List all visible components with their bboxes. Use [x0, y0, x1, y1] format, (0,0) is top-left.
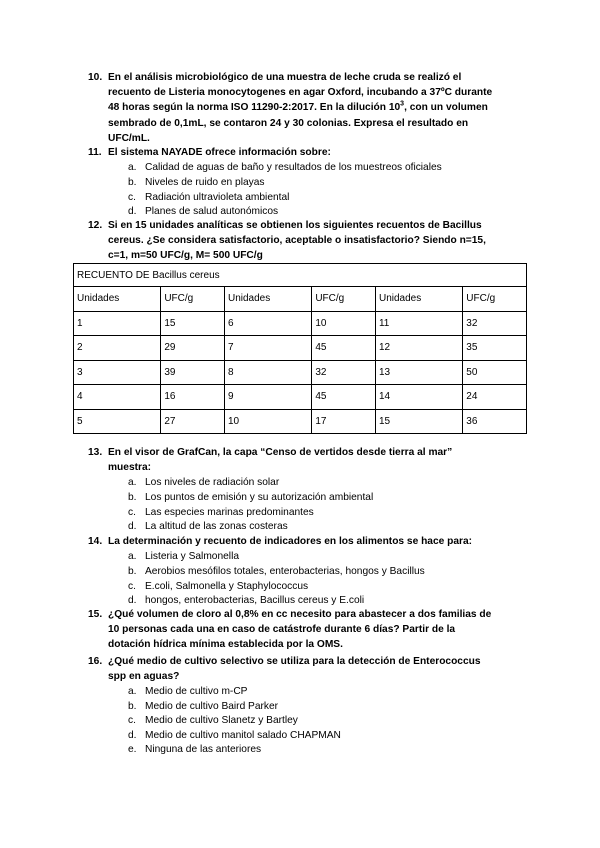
option-letter: d. [128, 521, 137, 532]
option-letter: b. [128, 566, 137, 577]
option-letter: b. [128, 492, 137, 503]
superscript-exponent: 3 [400, 101, 405, 109]
table-cell: 36 [463, 409, 527, 434]
option-text: Medio de cultivo Baird Parker [145, 701, 279, 712]
question-text [108, 218, 526, 264]
table-title-row [74, 264, 527, 287]
question-line: En el visor de GrafCan, la capa “Censo de vertidos desde tierra al mar” [108, 447, 453, 458]
option-text: Planes de salud autonómicos [145, 206, 279, 217]
question-text [108, 445, 526, 475]
table-cell: 10 [224, 409, 311, 434]
table-cell: 1 [74, 311, 161, 336]
column-header: UFC/g [312, 287, 376, 312]
question-line: muestra: [108, 462, 152, 474]
question-number: 13. [88, 447, 103, 458]
option-item [128, 713, 298, 728]
column-header: Unidades [74, 287, 161, 312]
option-item [128, 549, 239, 564]
option-item [128, 190, 289, 205]
table-cell: 4 [74, 385, 161, 410]
bacillus-count-table [73, 263, 527, 434]
question-line: 10 personas cada una en caso de catástrofe durante 6 días? Partir de la [108, 624, 456, 636]
option-item [128, 490, 373, 505]
option-item [128, 505, 314, 520]
option-item [128, 160, 442, 175]
option-text: Listeria y Salmonella [145, 551, 239, 562]
question-text [108, 607, 526, 653]
question-line: UFC/mL. [108, 132, 150, 144]
option-text: Los puntos de emisión y su autorización ambiental [145, 492, 374, 503]
column-header: Unidades [375, 287, 462, 312]
question-11 [88, 145, 526, 160]
question-line: 48 horas según la norma ISO 11290-2:2017. En la dilución 10 [108, 102, 401, 114]
option-letter: d. [128, 730, 137, 741]
question-number: 15. [88, 609, 103, 620]
option-letter: c. [128, 715, 136, 726]
question-line: Si en 15 unidades analíticas se obtienen los siguientes recuentos de Bacillus [108, 220, 482, 231]
option-item [128, 593, 364, 608]
option-letter: d. [128, 595, 137, 606]
option-item [128, 742, 261, 757]
option-letter: a. [128, 686, 137, 697]
option-item [128, 475, 279, 490]
question-14 [88, 534, 526, 549]
option-item [128, 699, 278, 714]
option-text: E.coli, Salmonella y Staphylococcus [145, 581, 309, 592]
option-letter: c. [128, 507, 136, 518]
question-number: 10. [88, 72, 103, 83]
table-cell: 32 [312, 360, 376, 385]
question-text: El sistema NAYADE ofrece información sobre: [108, 147, 331, 158]
option-text: Aerobios mesófilos totales, enterobacterias, hongos y Bacillus [145, 566, 425, 577]
table-cell: 50 [463, 360, 527, 385]
option-letter: c. [128, 192, 136, 203]
option-text: Medio de cultivo manitol salado CHAPMAN [145, 730, 341, 741]
column-header: UFC/g [463, 287, 527, 312]
table-cell: 8 [224, 360, 311, 385]
option-letter: a. [128, 162, 137, 173]
option-item [128, 684, 247, 699]
option-letter: b. [128, 177, 137, 188]
option-letter: e. [128, 744, 137, 755]
question-line: cereus. ¿Se considera satisfactorio, aceptable o insatisfactorio? Siendo n=15, [108, 235, 486, 247]
table-row [74, 311, 527, 336]
table-cell: 2 [74, 336, 161, 361]
table-cell: 27 [161, 409, 225, 434]
table-cell: 16 [161, 385, 225, 410]
table-cell: 11 [375, 311, 462, 336]
option-letter: a. [128, 551, 137, 562]
option-item [128, 564, 425, 579]
table-header-row [74, 287, 527, 312]
table-cell: 15 [375, 409, 462, 434]
question-number: 16. [88, 656, 103, 667]
question-line: dotación hídrica mínima establecida por la OMS. [108, 639, 343, 651]
question-16 [88, 654, 526, 684]
option-text: hongos, enterobacterias, Bacillus cereus y E.coli [145, 595, 365, 606]
question-15 [88, 607, 526, 653]
table-cell: 3 [74, 360, 161, 385]
question-text [108, 654, 526, 684]
option-text: Medio de cultivo m-CP [145, 686, 248, 697]
question-line: ¿Qué medio de cultivo selectivo se utiliza para la detección de Enterococcus [108, 656, 481, 667]
table-cell: 24 [463, 385, 527, 410]
question-line: , con un volumen [404, 102, 488, 114]
question-line: ¿Qué volumen de cloro al 0,8% en cc necesito para abastecer a dos familias de [108, 609, 492, 620]
table-cell: 15 [161, 311, 225, 336]
table-cell: 35 [463, 336, 527, 361]
option-text: Los niveles de radiación solar [145, 477, 280, 488]
question-text: La determinación y recuento de indicadores en los alimentos se hace para: [108, 536, 473, 547]
table-cell: 45 [312, 336, 376, 361]
table-cell: 17 [312, 409, 376, 434]
option-text: Ninguna de las anteriores [145, 744, 262, 755]
option-text: Las especies marinas predominantes [145, 507, 314, 518]
column-header: UFC/g [161, 287, 225, 312]
table-cell: 10 [312, 311, 376, 336]
option-letter: d. [128, 206, 137, 217]
option-item [128, 728, 341, 743]
question-number: 11. [88, 147, 102, 158]
table-row [74, 385, 527, 410]
table-row [74, 336, 527, 361]
option-item [128, 579, 308, 594]
option-text: La altitud de las zonas costeras [145, 521, 288, 532]
table-cell: 9 [224, 385, 311, 410]
option-text: Calidad de aguas de baño y resultados de los muestreos oficiales [145, 162, 442, 173]
table-cell: 7 [224, 336, 311, 361]
question-10 [88, 70, 526, 146]
option-item [128, 519, 288, 534]
question-line: spp en aguas? [108, 671, 180, 683]
question-line: c=1, m=50 UFC/g, M= 500 UFC/g [108, 250, 263, 262]
table-cell: 39 [161, 360, 225, 385]
question-line: recuento de Listeria monocytogenes en agar Oxford, incubando a 37ºC durante [108, 87, 493, 99]
option-letter: a. [128, 477, 137, 488]
option-text: Medio de cultivo Slanetz y Bartley [145, 715, 298, 726]
option-text: Radiación ultravioleta ambiental [145, 192, 290, 203]
question-line: sembrado de 0,1mL, se contaron 24 y 30 colonias. Expresa el resultado en [108, 117, 469, 129]
column-header: Unidades [224, 287, 311, 312]
question-number: 12. [88, 220, 103, 231]
table-cell: 6 [224, 311, 311, 336]
table-cell: 5 [74, 409, 161, 434]
question-12 [88, 218, 526, 264]
table-cell: 12 [375, 336, 462, 361]
option-item [128, 204, 278, 219]
table-row [74, 360, 527, 385]
table-cell: 13 [375, 360, 462, 385]
table-cell: 14 [375, 385, 462, 410]
option-letter: c. [128, 581, 136, 592]
question-line: En el análisis microbiológico de una muestra de leche cruda se realizó el [108, 72, 462, 83]
option-item [128, 175, 265, 190]
table-cell: 29 [161, 336, 225, 361]
table-title: RECUENTO DE Bacillus cereus [74, 264, 527, 287]
option-letter: b. [128, 701, 137, 712]
question-number: 14. [88, 536, 103, 547]
question-13 [88, 445, 526, 475]
question-text [108, 70, 526, 146]
table-row [74, 409, 527, 434]
table-cell: 32 [463, 311, 527, 336]
table-cell: 45 [312, 385, 376, 410]
option-text: Niveles de ruido en playas [145, 177, 265, 188]
